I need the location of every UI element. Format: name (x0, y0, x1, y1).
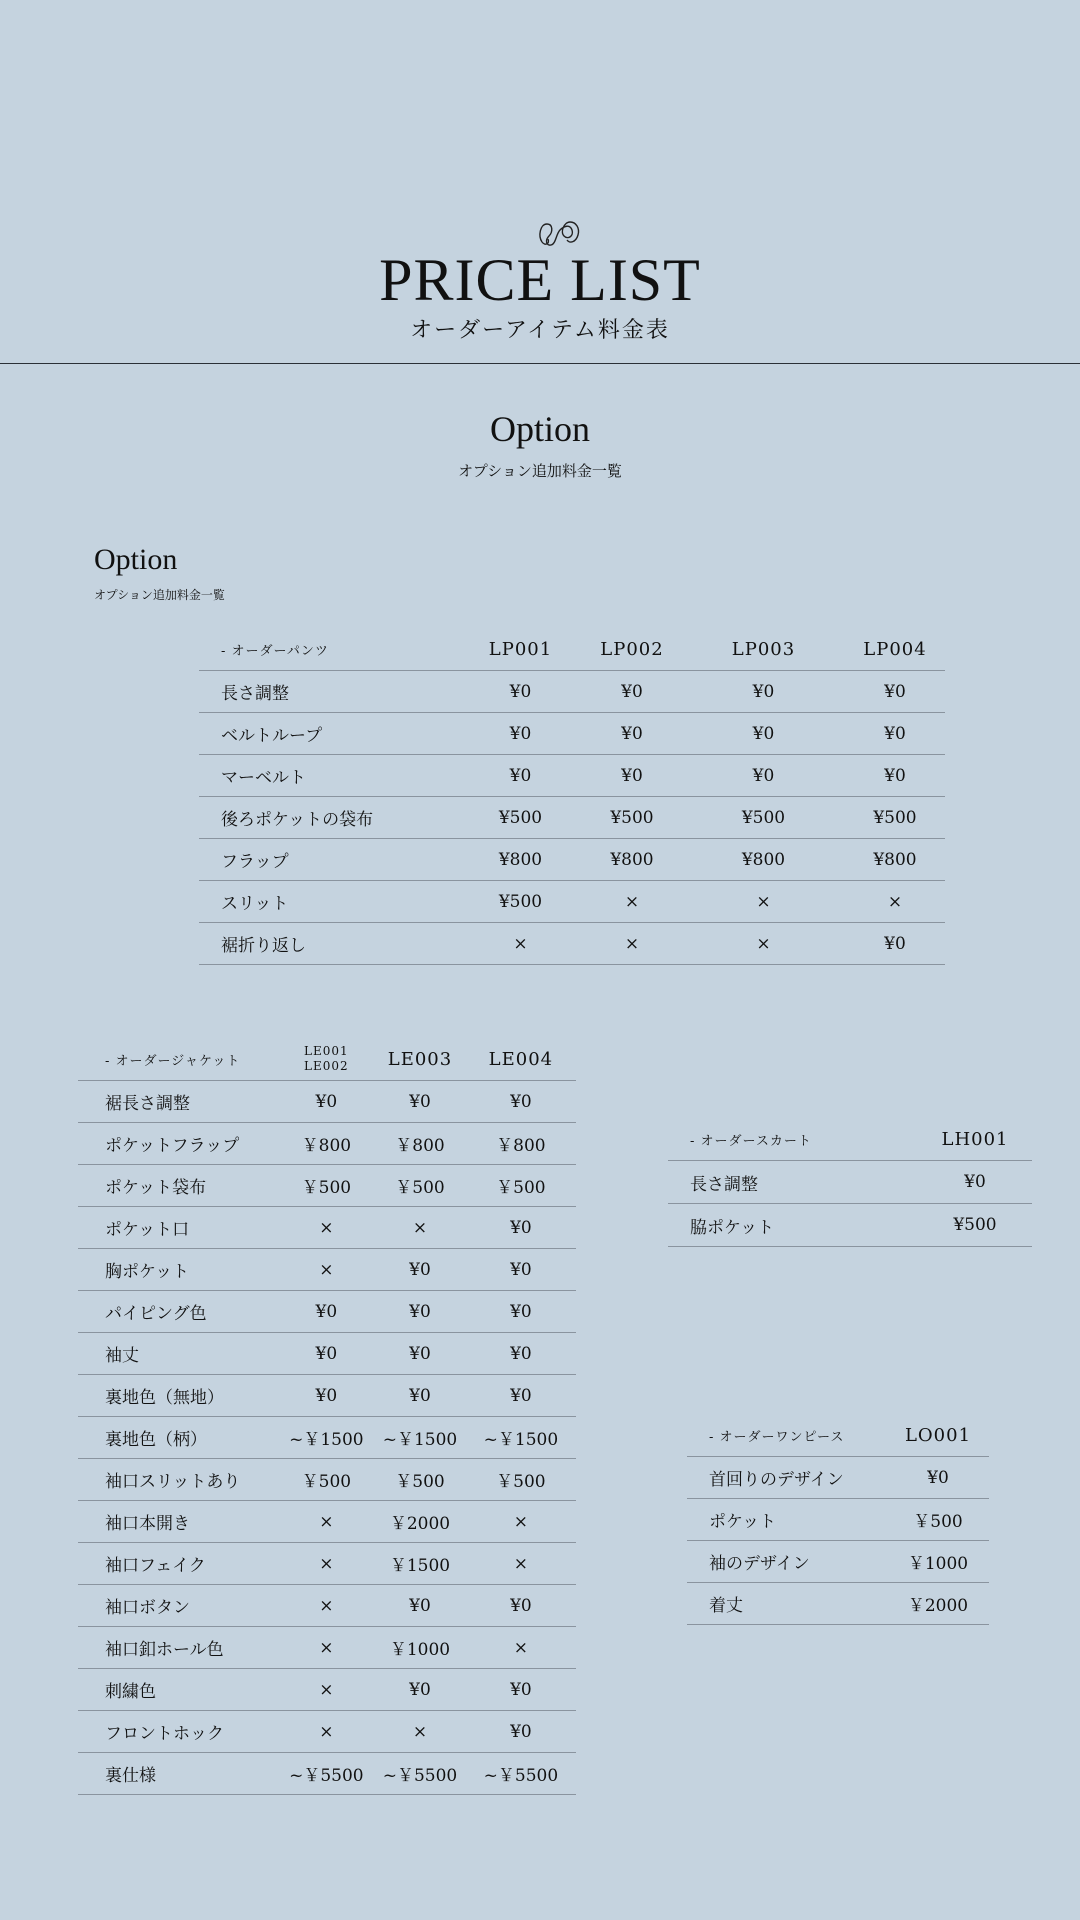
table-header-row (199, 628, 945, 671)
price-cell: ¥0 (621, 723, 643, 744)
price-cell: ￥1000 (389, 1640, 451, 1660)
option-label: フロントホック (105, 1724, 224, 1744)
page-subtitle: オーダーアイテム料金表 (410, 318, 670, 343)
price-cell: × (319, 1511, 334, 1532)
section-title: Option (489, 409, 590, 449)
price-cell: ¥0 (509, 681, 532, 702)
table-row (78, 1333, 576, 1375)
price-cell: ¥0 (510, 1217, 532, 1238)
option-label: パイピング色 (105, 1304, 207, 1324)
table-row (199, 923, 945, 965)
price-cell: ￥500 (496, 1178, 546, 1198)
option-label: 胸ポケット (105, 1262, 190, 1282)
price-cell: × (756, 891, 771, 912)
price-cell: ¥0 (510, 1679, 532, 1700)
table-row (78, 1417, 576, 1459)
jacket-price-table (78, 1038, 576, 1795)
table-row (199, 755, 945, 797)
table-row (199, 797, 945, 839)
table-row (78, 1627, 576, 1669)
price-cell: ¥0 (409, 1343, 431, 1364)
price-cell: × (412, 1217, 428, 1238)
table-row (199, 713, 945, 755)
price-cell: ¥0 (964, 1172, 986, 1192)
price-cell: × (513, 1553, 529, 1574)
price-cell: × (412, 1721, 428, 1742)
price-cell: ￥500 (301, 1178, 352, 1198)
table-header-row (78, 1038, 576, 1081)
table-header-row (668, 1118, 1032, 1161)
price-cell: ￥2000 (907, 1596, 969, 1616)
item-code: LE004 (488, 1048, 554, 1070)
price-cell: × (513, 933, 528, 954)
price-cell: ¥0 (409, 1679, 431, 1700)
item-code: LH001 (941, 1128, 1009, 1150)
item-code: LP003 (731, 638, 796, 660)
price-cell: ~￥5500 (382, 1766, 458, 1786)
price-cell: ￥1500 (389, 1556, 451, 1576)
table-row (78, 1669, 576, 1711)
option-label: 裾長さ調整 (105, 1094, 190, 1114)
table-row (668, 1161, 1032, 1204)
option-label: 首回りのデザイン (709, 1470, 844, 1490)
price-cell: ¥500 (873, 807, 917, 828)
option-label: 袖口本開き (105, 1514, 190, 1534)
price-cell: ¥0 (315, 1301, 338, 1322)
price-cell: ￥500 (496, 1472, 546, 1492)
price-cell: ¥0 (927, 1467, 949, 1488)
price-cell: ¥0 (510, 1721, 532, 1742)
table-row (78, 1165, 576, 1207)
price-cell: ￥500 (301, 1472, 352, 1492)
price-cell: ¥800 (498, 849, 543, 870)
price-cell: ~￥1500 (483, 1430, 559, 1450)
price-cell: ¥800 (873, 849, 917, 870)
table-row (78, 1459, 576, 1501)
option-label: ベルトループ (221, 726, 323, 746)
table-row (78, 1249, 576, 1291)
option-label: マーベルト (221, 768, 306, 788)
price-cell: × (513, 1511, 529, 1532)
price-cell: ¥0 (884, 933, 906, 954)
item-code: LO001 (904, 1425, 972, 1446)
option-label: スリット (221, 894, 289, 914)
item-code: LP004 (863, 638, 927, 660)
section-side-title: Option (94, 543, 178, 576)
price-cell: ~￥5500 (483, 1766, 559, 1786)
option-label: ポケットフラップ (105, 1136, 240, 1156)
option-label: 袖口ボタン (105, 1598, 190, 1618)
table-row (199, 671, 945, 713)
table-row (78, 1585, 576, 1627)
option-label: 脇ポケット (690, 1217, 775, 1238)
option-label: 袖のデザイン (709, 1554, 810, 1574)
price-cell: ¥0 (884, 723, 906, 744)
option-label: 刺繍色 (105, 1682, 156, 1702)
table-row (687, 1457, 989, 1499)
price-cell: × (624, 933, 640, 954)
option-label: 着丈 (709, 1596, 743, 1616)
option-label: 袖口スリットあり (105, 1472, 241, 1492)
price-cell: × (319, 1595, 334, 1616)
price-cell: ￥1000 (907, 1554, 969, 1574)
price-cell: × (319, 1637, 334, 1658)
price-cell: ￥500 (395, 1472, 445, 1492)
price-cell: × (319, 1721, 334, 1742)
table-header-row (687, 1415, 989, 1457)
price-cell: × (319, 1679, 334, 1700)
table-row (78, 1753, 576, 1795)
option-label: 袖口フェイク (105, 1556, 206, 1576)
price-cell: ¥0 (752, 723, 775, 744)
table-row (78, 1501, 576, 1543)
price-cell: ¥0 (621, 765, 643, 786)
price-cell: × (624, 891, 640, 912)
price-cell: ¥0 (752, 765, 775, 786)
table-row (199, 839, 945, 881)
price-cell: ¥0 (510, 1259, 532, 1280)
price-cell: ¥0 (409, 1385, 431, 1406)
price-cell: ¥0 (510, 1595, 532, 1616)
option-label: 裏地色（無地） (105, 1388, 224, 1408)
option-label: 長さ調整 (221, 684, 289, 704)
item-code: LP002 (600, 638, 664, 660)
option-label: 袖口釦ホール色 (105, 1640, 224, 1660)
pants-price-table (199, 628, 945, 965)
table-header-label: - オーダーワンピース (709, 1430, 845, 1445)
price-cell: ¥500 (741, 807, 786, 828)
table-row (78, 1543, 576, 1585)
table-row (78, 1375, 576, 1417)
price-cell: ￥2000 (389, 1514, 451, 1534)
option-label: ポケット口 (105, 1220, 190, 1240)
option-label: ポケット (709, 1512, 777, 1532)
price-cell: × (756, 933, 771, 954)
price-cell: ¥0 (509, 765, 532, 786)
option-label: ポケット袋布 (105, 1178, 207, 1198)
price-cell: × (319, 1217, 334, 1238)
table-header-label: - オーダーパンツ (221, 643, 329, 659)
price-cell: ¥0 (315, 1343, 338, 1364)
item-code: LE001 (304, 1044, 349, 1058)
price-cell: ¥500 (498, 891, 543, 912)
table-row (687, 1541, 989, 1583)
option-label: 袖丈 (105, 1346, 139, 1366)
section-side-subtitle: オプション追加料金一覧 (94, 588, 225, 602)
option-label: 長さ調整 (690, 1174, 758, 1195)
item-code: LE003 (387, 1048, 453, 1070)
price-cell: ¥0 (884, 765, 906, 786)
option-label: 後ろポケットの袋布 (221, 810, 374, 830)
table-row (78, 1291, 576, 1333)
price-cell: ¥800 (610, 849, 654, 870)
price-cell: ¥0 (510, 1385, 532, 1406)
table-row (668, 1204, 1032, 1247)
header-divider (0, 363, 1080, 364)
table-header-label: - オーダースカート (690, 1133, 812, 1149)
price-cell: × (319, 1553, 334, 1574)
table-row (687, 1499, 989, 1541)
price-cell: × (319, 1259, 334, 1280)
price-cell: × (513, 1637, 529, 1658)
price-cell: ~￥5500 (289, 1766, 364, 1786)
price-cell: ~￥1500 (289, 1430, 364, 1450)
price-cell: ¥0 (752, 681, 775, 702)
item-code-stack (279, 1044, 375, 1074)
item-code: LP001 (488, 638, 553, 660)
option-label: 裾折り返し (221, 936, 306, 956)
price-cell: × (887, 891, 903, 912)
item-code: LE002 (304, 1059, 349, 1073)
price-cell: ¥500 (610, 807, 654, 828)
section-subtitle: オプション追加料金一覧 (458, 462, 622, 480)
price-cell: ¥0 (510, 1301, 532, 1322)
table-row (199, 881, 945, 923)
price-cell: ¥0 (509, 723, 532, 744)
option-label: 裏仕様 (105, 1766, 156, 1786)
price-cell: ¥0 (621, 681, 643, 702)
table-row (78, 1207, 576, 1249)
table-header-label: - オーダージャケット (105, 1053, 241, 1069)
table-row (78, 1711, 576, 1753)
price-cell: ¥0 (510, 1343, 532, 1364)
price-cell: ¥0 (409, 1259, 431, 1280)
price-cell: ¥500 (953, 1215, 997, 1235)
skirt-price-table (668, 1118, 1032, 1247)
price-cell: ¥0 (409, 1091, 431, 1112)
onepiece-price-table (687, 1415, 989, 1625)
price-cell: ¥0 (884, 681, 906, 702)
table-row (78, 1081, 576, 1123)
knot-logo-icon (536, 218, 584, 248)
price-cell: ¥0 (510, 1091, 532, 1112)
price-cell: ¥0 (315, 1091, 338, 1112)
price-cell: ¥0 (409, 1301, 431, 1322)
price-cell: ¥0 (409, 1595, 431, 1616)
option-label: 裏地色（柄） (105, 1430, 207, 1450)
price-cell: ￥800 (496, 1136, 546, 1156)
price-cell: ￥800 (395, 1136, 445, 1156)
price-cell: ￥500 (913, 1512, 963, 1532)
price-cell: ¥500 (498, 807, 543, 828)
price-cell: ¥0 (315, 1385, 338, 1406)
price-cell: ￥800 (301, 1136, 352, 1156)
table-row (687, 1583, 989, 1625)
price-cell: ~￥1500 (382, 1430, 458, 1450)
page-title: PRICE LIST (379, 247, 701, 313)
table-row (78, 1123, 576, 1165)
price-cell: ¥800 (741, 849, 786, 870)
option-label: フラップ (221, 852, 289, 872)
price-cell: ￥500 (395, 1178, 445, 1198)
